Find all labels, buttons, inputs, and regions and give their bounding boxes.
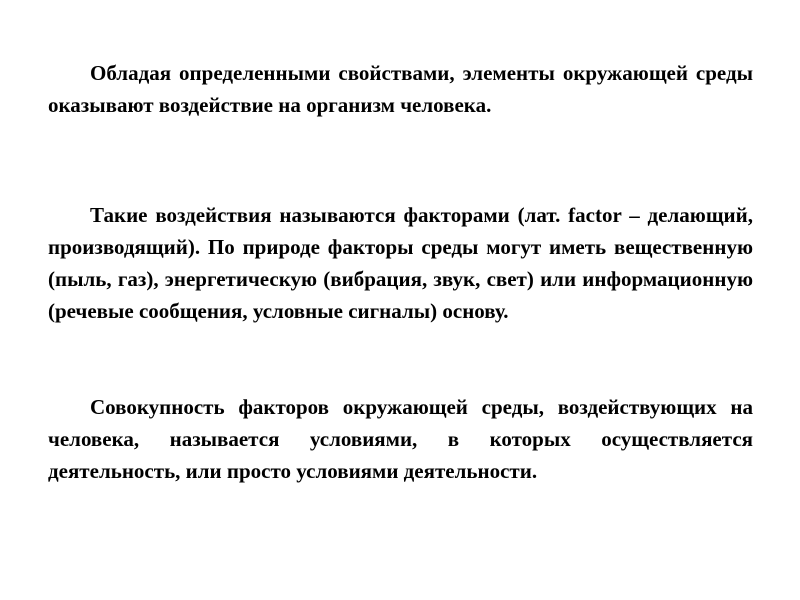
paragraph-3: Совокупность факторов окружающей среды, воздействующих на человека, называется условиями, в которых осуществляется деятельность, или просто условиями деятельности. [48, 395, 753, 483]
paragraph-2: Такие воздействия называются факторами (лат. factor – делающий, производящий). По природе факторы среды могут иметь вещественную (пыль, газ), энергетическую (вибрация, звук, свет) или информационную (речевые сообщения, условные сигналы) основу. [48, 203, 753, 323]
paragraph-1: Обладая определенными свойствами, элементы окружающей среды оказывают воздействие на организм человека. [48, 61, 753, 117]
